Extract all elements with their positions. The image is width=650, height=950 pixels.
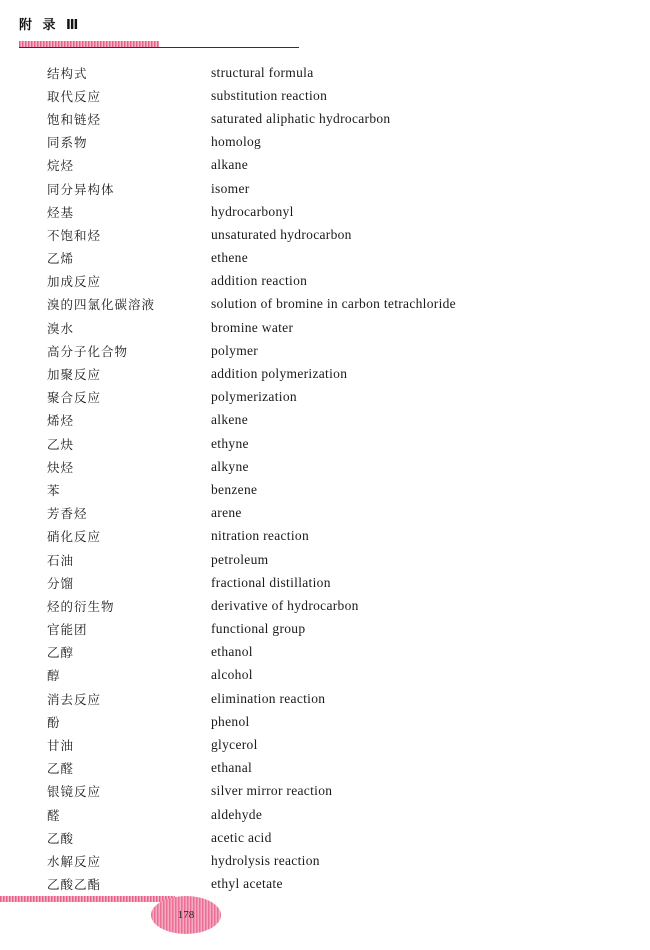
glossary-row — [47, 316, 456, 339]
term-chinese: 乙炔 — [47, 436, 75, 452]
glossary-row — [47, 131, 456, 154]
term-chinese: 酚 — [47, 714, 61, 730]
glossary-row — [47, 710, 456, 733]
term-english: phenol — [211, 713, 250, 729]
term-chinese: 烃基 — [47, 204, 75, 220]
term-chinese: 聚合反应 — [47, 390, 102, 406]
term-chinese: 同分异构体 — [47, 181, 115, 197]
term-english: fractional distillation — [211, 574, 331, 590]
glossary-row — [47, 664, 456, 687]
term-chinese: 醛 — [47, 807, 61, 823]
glossary-row — [47, 733, 456, 756]
term-english: nitration reaction — [211, 528, 309, 544]
term-chinese: 乙烯 — [47, 251, 75, 267]
term-chinese: 芳香烃 — [47, 506, 88, 522]
footer-decorative-stripe — [0, 896, 175, 902]
term-chinese: 乙酸 — [47, 830, 75, 846]
term-chinese: 加聚反应 — [47, 367, 102, 383]
term-english: alkyne — [211, 458, 249, 474]
term-chinese: 醇 — [47, 668, 61, 684]
glossary-row — [47, 409, 456, 432]
glossary-row — [47, 502, 456, 525]
term-english: alcohol — [211, 667, 253, 683]
glossary-row — [47, 571, 456, 594]
term-chinese: 水解反应 — [47, 853, 102, 869]
glossary-list — [47, 61, 456, 896]
term-chinese: 饱和链烃 — [47, 111, 102, 127]
term-english: alkane — [211, 157, 249, 173]
term-english: hydrolysis reaction — [211, 852, 320, 868]
term-english: solution of bromine in carbon tetrachloride — [211, 296, 456, 312]
term-english: functional group — [211, 621, 306, 637]
term-chinese: 分馏 — [47, 575, 75, 591]
header-divider — [19, 47, 299, 48]
term-english: benzene — [211, 481, 258, 497]
page-number-badge — [151, 896, 221, 934]
glossary-row — [47, 641, 456, 664]
term-chinese: 不饱和烃 — [47, 227, 102, 243]
glossary-row — [47, 432, 456, 455]
glossary-row — [47, 247, 456, 270]
glossary-row — [47, 780, 456, 803]
term-chinese: 乙酸乙酯 — [47, 877, 102, 893]
term-english: elimination reaction — [211, 690, 326, 706]
glossary-row — [47, 177, 456, 200]
term-english: isomer — [211, 180, 250, 196]
term-english: homolog — [211, 134, 262, 150]
glossary-row — [47, 362, 456, 385]
term-english: acetic acid — [211, 829, 272, 845]
glossary-row — [47, 757, 456, 780]
glossary-row — [47, 618, 456, 641]
term-english: derivative of hydrocarbon — [211, 597, 359, 613]
term-english: arene — [211, 505, 242, 521]
glossary-row — [47, 107, 456, 130]
term-chinese: 石油 — [47, 552, 75, 568]
term-english: addition polymerization — [211, 366, 348, 382]
glossary-row — [47, 687, 456, 710]
page-number: 178 — [177, 909, 195, 921]
term-chinese: 消去反应 — [47, 691, 102, 707]
term-chinese: 同系物 — [47, 135, 88, 151]
term-chinese: 高分子化合物 — [47, 343, 129, 359]
term-english: saturated aliphatic hydrocarbon — [211, 110, 391, 126]
glossary-row — [47, 61, 456, 84]
term-english: unsaturated hydrocarbon — [211, 226, 352, 242]
term-english: alkene — [211, 412, 249, 428]
term-chinese: 乙醇 — [47, 645, 75, 661]
term-english: bromine water — [211, 319, 294, 335]
term-english: ethyl acetate — [211, 876, 283, 892]
glossary-row — [47, 594, 456, 617]
glossary-row — [47, 455, 456, 478]
term-english: structural formula — [211, 64, 314, 80]
term-english: ethyne — [211, 435, 249, 451]
term-english: substitution reaction — [211, 87, 328, 103]
glossary-row — [47, 339, 456, 362]
glossary-row — [47, 873, 456, 896]
term-chinese: 硝化反应 — [47, 529, 102, 545]
term-english: silver mirror reaction — [211, 783, 333, 799]
term-chinese: 溴的四氯化碳溶液 — [47, 297, 156, 313]
glossary-row — [47, 154, 456, 177]
term-english: ethene — [211, 250, 249, 266]
term-chinese: 乙醛 — [47, 761, 75, 777]
term-english: polymer — [211, 342, 259, 358]
glossary-row — [47, 84, 456, 107]
term-chinese: 甘油 — [47, 738, 75, 754]
term-english: ethanal — [211, 760, 253, 776]
term-chinese: 烷烃 — [47, 158, 75, 174]
term-english: hydrocarbonyl — [211, 203, 294, 219]
page-header-title: 附 录 Ⅲ — [19, 18, 82, 33]
glossary-row — [47, 525, 456, 548]
glossary-row — [47, 386, 456, 409]
glossary-row — [47, 270, 456, 293]
term-chinese: 溴水 — [47, 320, 75, 336]
term-english: ethanol — [211, 644, 253, 660]
term-chinese: 苯 — [47, 482, 61, 498]
term-chinese: 结构式 — [47, 65, 88, 81]
glossary-row — [47, 826, 456, 849]
term-chinese: 烯烃 — [47, 413, 75, 429]
term-english: addition reaction — [211, 273, 308, 289]
term-chinese: 取代反应 — [47, 88, 102, 104]
glossary-row — [47, 200, 456, 223]
term-chinese: 银镜反应 — [47, 784, 102, 800]
term-chinese: 官能团 — [47, 622, 88, 638]
term-english: petroleum — [211, 551, 269, 567]
term-chinese: 炔烃 — [47, 459, 75, 475]
glossary-row — [47, 478, 456, 501]
glossary-row — [47, 849, 456, 872]
term-chinese: 加成反应 — [47, 274, 102, 290]
glossary-row — [47, 803, 456, 826]
glossary-row — [47, 548, 456, 571]
term-chinese: 烃的衍生物 — [47, 598, 115, 614]
term-english: polymerization — [211, 389, 297, 405]
term-english: aldehyde — [211, 806, 263, 822]
glossary-row — [47, 293, 456, 316]
glossary-row — [47, 223, 456, 246]
term-english: glycerol — [211, 737, 258, 753]
